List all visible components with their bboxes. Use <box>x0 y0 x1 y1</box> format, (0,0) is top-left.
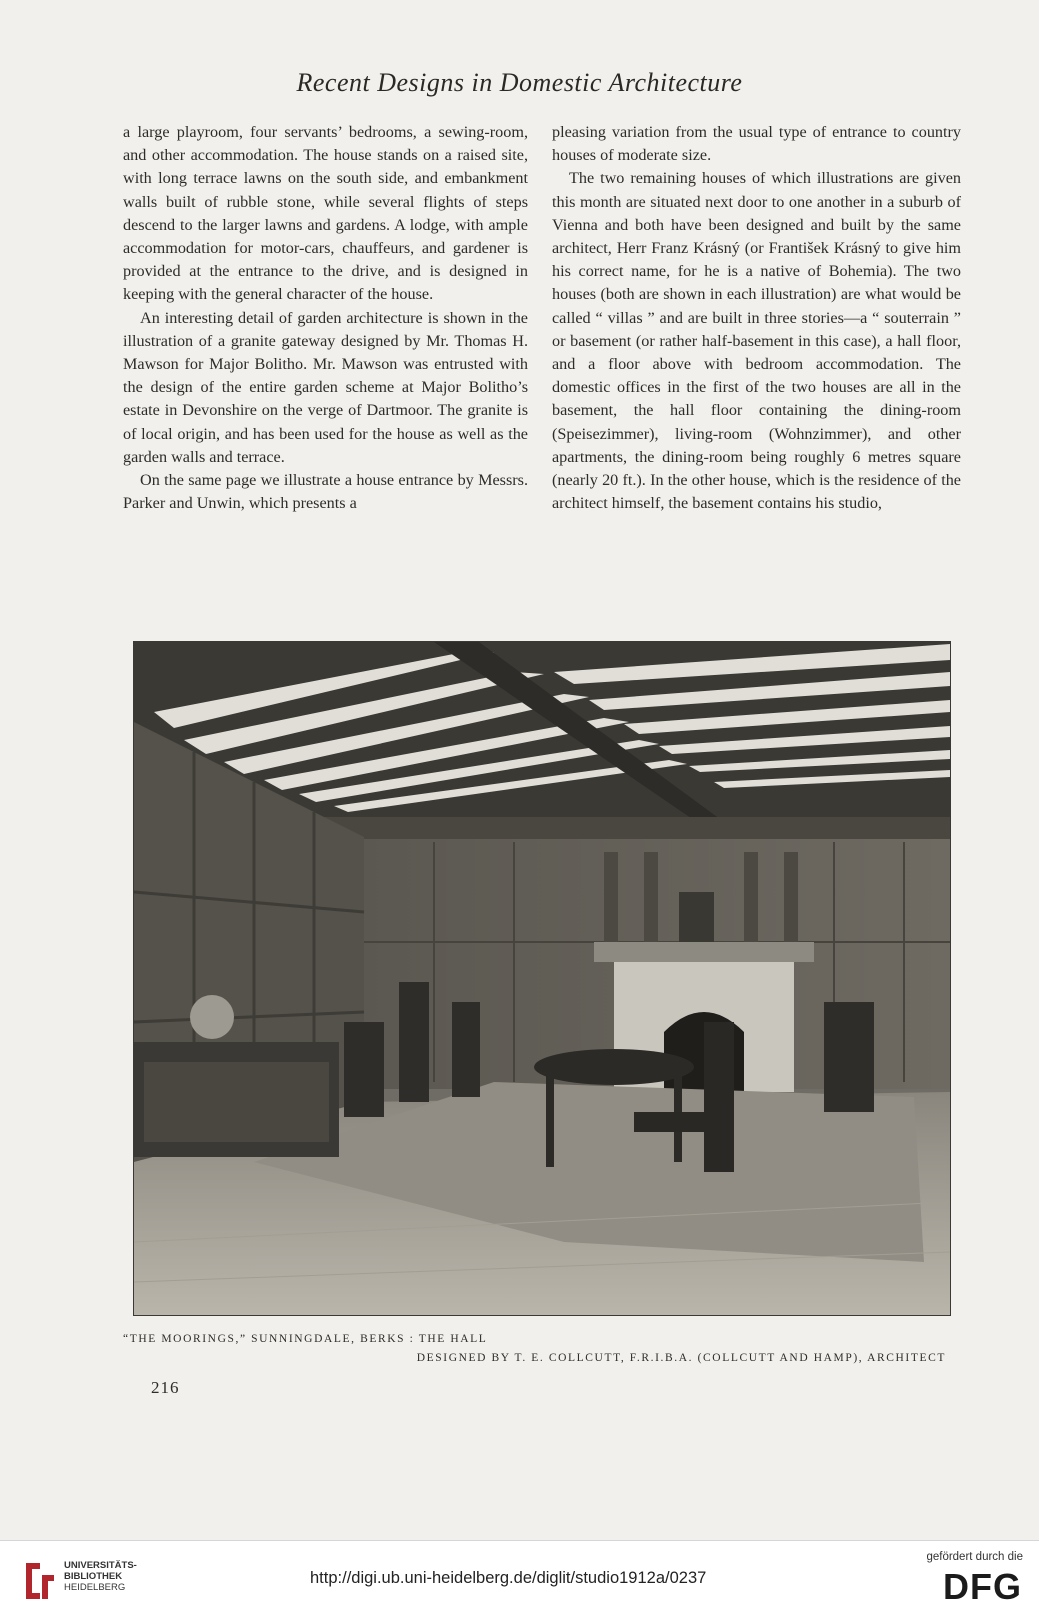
funding-note: gefördert durch die <box>926 1551 1023 1563</box>
photo-caption-credit: DESIGNED BY T. E. COLLCUTT, F.R.I.B.A. (COLLCUTT AND HAMP), ARCHITECT <box>416 1352 946 1364</box>
library-name-line: BIBLIOTHEK <box>64 1571 123 1582</box>
permalink-url[interactable]: http://digi.ub.uni-heidelberg.de/diglit/studio1912a/0237 <box>310 1569 707 1587</box>
paragraph: An interesting detail of garden architecture is shown in the illustration of a granite gateway designed by Mr. Thomas H. Mawson for Major Bolitho. Mr. Mawson was entrusted with the design of the entire garden scheme at Major Bolitho’s estate in Devonshire on the verge of Dartmoor. The granite is of local origin, and has been used for the house as well as the garden walls and terrace. <box>123 308 528 466</box>
paragraph: On the same page we illustrate a house entrance by Messrs. Parker and Unwin, which presents a <box>123 471 528 513</box>
library-name-line: HEIDELBERG <box>64 1582 126 1593</box>
library-logo-icon <box>22 1561 58 1601</box>
dfg-logo: DFG <box>943 1566 1022 1607</box>
paragraph: pleasing variation from the usual type of entrance to country houses of moderate size. <box>552 123 961 165</box>
left-text-column <box>123 121 528 515</box>
hall-interior-image <box>134 642 950 1315</box>
paragraph: a large playroom, four servants’ bedrooms, a sewing-room, and other accommodation. The house stands on a raised site, with long terrace lawns on the south side, and embankment walls built of rubble stone, while several flights of steps descend to the larger lawns and gardens. A lodge, with ample accommodation for motor-cars, chauffeurs, and gardener is provided at the entrance to the drive, and is designed in keeping with the general character of the house. <box>123 123 528 304</box>
running-title: Recent Designs in Domestic Architecture <box>296 68 743 97</box>
library-name-line: UNIVERSITÄTS- <box>64 1560 137 1571</box>
hall-photograph <box>133 641 951 1316</box>
paragraph: The two remaining houses of which illustrations are given this month are situated next door to one another in a suburb of Vienna and both have been designed and built by the same architect, Herr Franz Krásný (or František Krásný to give him his correct name, for he is a native of Bohemia). The two houses (both are shown in each illustration) are what would be called “ villas ” and are built in three stories—a “ souterrain ” or basement (or rather half-basement in this case), a hall floor, and a floor above with bedroom accommodation. The domestic offices in the first of the two houses are all in the basement, the hall floor containing the dining-room (Speisezimmer), living-room (Wohnzimmer), and other apartments, the dining-room being roughly 6 metres square (nearly 20 ft.). In the other house, which is the residence of the architect himself, the basement contains his studio, <box>552 169 961 513</box>
page-number: 216 <box>151 1378 180 1397</box>
library-name <box>64 1560 137 1593</box>
right-text-column <box>552 121 961 515</box>
photo-caption-title: “THE MOORINGS,” SUNNINGDALE, BERKS : THE HALL <box>123 1333 488 1345</box>
digitization-footer <box>0 1540 1039 1613</box>
